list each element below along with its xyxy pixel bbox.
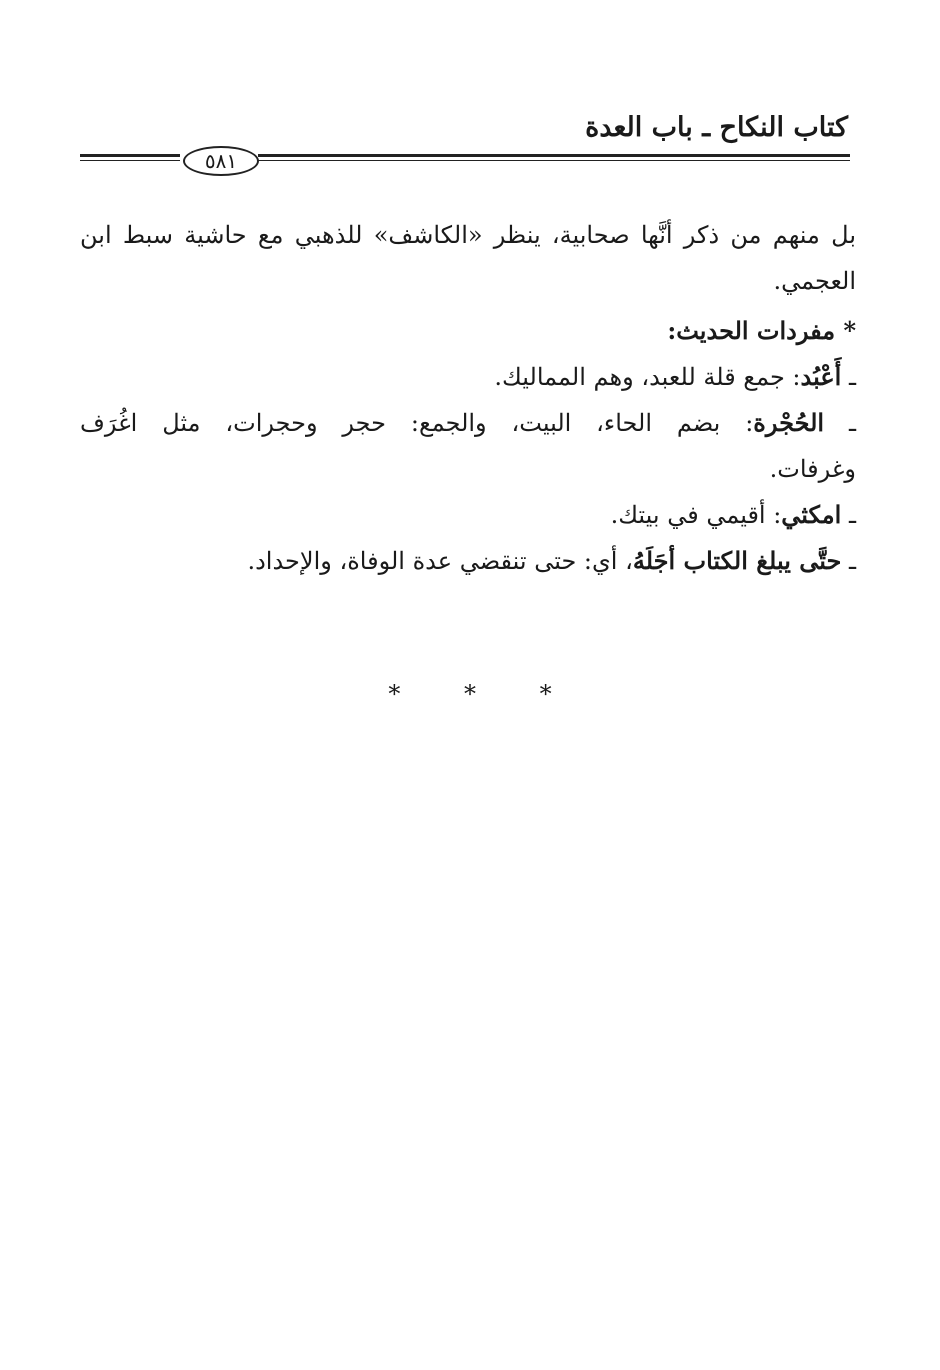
item-dash: ـ — [841, 363, 856, 391]
item-dash: ـ — [824, 409, 856, 437]
item-text: ، أي: حتى تنقضي عدة الوفاة، والإحداد. — [247, 547, 633, 575]
definition-item — [80, 492, 856, 538]
running-header: كتاب النكاح ـ باب العدة — [585, 112, 848, 143]
definition-item — [80, 354, 856, 400]
paragraph-line: العجمي. — [773, 267, 856, 295]
item-text: : جمع قلة للعبد، وهم المماليك. — [494, 363, 801, 391]
definition-item — [80, 538, 856, 584]
item-dash: ـ — [841, 547, 856, 575]
paragraph-line: بل منهم من ذكر أنَّها صحابية، ينظر «الكاشف» للذهبي مع حاشية سبط ابن — [80, 221, 856, 249]
item-text: : بضم الحاء، البيت، والجمع: حجر وحجرات، مثل اغُرَف — [80, 409, 754, 437]
item-term: الحُجْرة — [753, 408, 825, 437]
section-separator: * * * — [388, 680, 580, 708]
page-number: ٥٨١ — [183, 146, 259, 176]
page-body — [80, 212, 856, 584]
section-heading: * مفردات الحديث: — [667, 316, 856, 345]
item-dash: ـ — [841, 501, 856, 529]
item-term: أَعْبُد — [800, 362, 842, 391]
rule-left-thin — [80, 160, 180, 161]
header-rule — [80, 142, 850, 182]
rule-right-thin — [258, 160, 850, 161]
definition-item — [80, 400, 856, 446]
rule-left-thick — [80, 154, 180, 157]
item-term: امكثي — [781, 500, 842, 529]
rule-right-thick — [258, 154, 850, 157]
item-text: : أقيمي في بيتك. — [610, 501, 782, 529]
definition-item-continuation: وغرفات. — [769, 455, 856, 483]
item-term: حتَّى يبلغ الكتاب أجَلَهُ — [632, 546, 842, 575]
